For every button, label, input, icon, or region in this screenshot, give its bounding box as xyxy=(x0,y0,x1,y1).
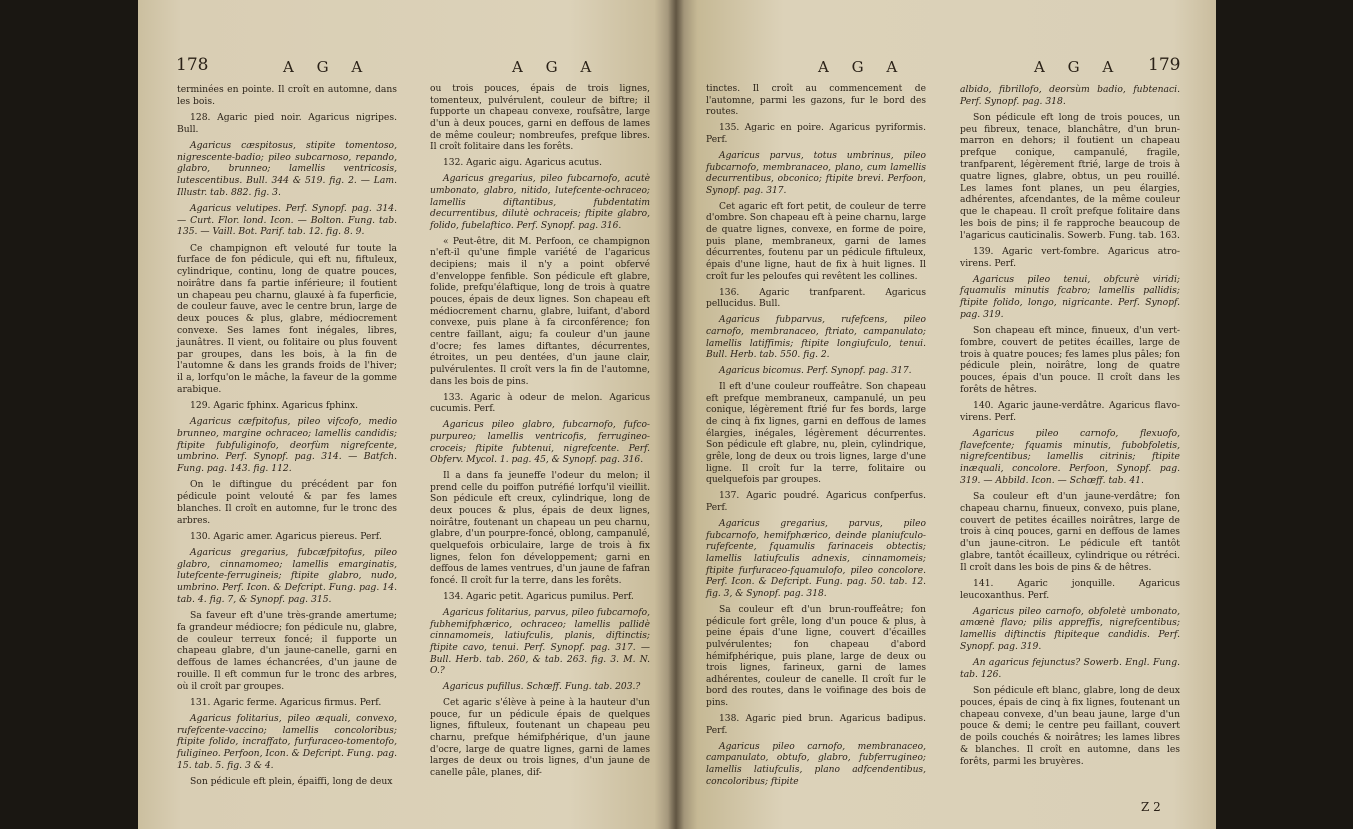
entry-heading: 135. Agaric en poire. Agaricus pyriformis. Perf. xyxy=(706,123,926,145)
running-head-left-2: A G A xyxy=(512,58,601,76)
paragraph: Son pédicule eft blanc, glabre, long de deux pouces, épais de cinq à fix lignes, foutenant un chapeau convexe, d'un beau jaune, large d'un pouce & demi; le centre peu faillant, couvert de poils couchés & noirâtres; les lames libres & blanches. Il croît en automne, dans les forêts, parmi les bruyères. xyxy=(960,684,1180,767)
signature-mark: Z 2 xyxy=(1141,800,1161,814)
paragraph: tinctes. Il croît au commencement de l'automne, parmi les gazons, fur le bord des routes. xyxy=(706,84,926,118)
book-gutter xyxy=(668,0,684,829)
paragraph: « Peut-être, dit M. Perfoon, ce champignon n'eft-il qu'une fimple variété de l'agaricus decipiens; mais il n'y a point obfervé d'enveloppe fenfible. Son pédicule eft glabre, folide, prefqu'élaftique, long de trois à quatre pouces, épais de deux lignes. Son chapeau eft médiocrement charnu, glabre, luifant, d'abord convexe, puis plane à fa circonférence; fon centre faillant, aigu; fa couleur d'un jaune d'ocre; fes lames diftantes, décurrentes, étroites, un peu dentées, d'un jaune clair, pulvérulentes. Il croît vers la fin de l'automne, dans les bois de pins. xyxy=(430,236,650,387)
entry-heading: 141. Agaric jonquille. Agaricus leucoxanthus. Perf. xyxy=(960,577,1180,601)
entry-heading: 130. Agaric amer. Agaricus piereus. Perf. xyxy=(190,530,382,542)
paragraph: On le diftingue du précédent par fon pédicule point velouté & par fes lames blanches. Il croît en automne, fur le tronc des arbres. xyxy=(177,479,397,526)
right-page-column-2 xyxy=(960,84,1180,772)
left-page-column-2 xyxy=(430,84,650,784)
species-description: Agaricus parvus, totus umbrinus, pileo fubcarnofo, membranaceo, plano, cum lamellis decurrentibus, obconico; ftipite brevi. Perfoon, Synopf. pag. 317. xyxy=(706,150,926,196)
paragraph: Il eft d'une couleur rouffeâtre. Son chapeau eft prefque membraneux, campanulé, un peu conique, légèrement ftrié fur fes bords, large de cinq à fix lignes, garni en deffous de lames élargies, inégales, légèrement décurrentes. Son pédicule eft glabre, nu, plein, cylindrique, grêle, long de deux ou trois lignes, large d'une ligne. Il croît fur la terre, folitaire ou quelquefois par groupes. xyxy=(706,382,926,486)
paragraph: Cet agaric s'élève à peine à la hauteur d'un pouce, fur un pédicule épais de quelques lignes, fiftuleux, foutenant un chapeau peu charnu, prefque hémifphérique, d'un jaune d'ocre, large de quatre lignes, garni de lames larges de deux ou trois lignes, d'un jaune de canelle pâle, planes, dif- xyxy=(430,698,650,779)
entry-heading: 131. Agaric ferme. Agaricus firmus. Perf. xyxy=(190,696,382,708)
species-synonym: Agaricus velutipes. Perf. Synopf. pag. 314. — Curt. Flor. lond. Icon. — Bolton. Fung. tab. 135. — Vaill. Bot. Parif. tab. 12. fig. 8. 9. xyxy=(177,202,397,238)
entry-heading: 128. Agaric pied noir. Agaricus nigripes. Bull. xyxy=(177,111,397,135)
right-page xyxy=(676,0,1216,829)
entry-heading: 133. Agaric à odeur de melon. Agaricus cucumis. Perf. xyxy=(430,392,650,415)
entry-heading: 134. Agaric petit. Agaricus pumilus. Perf. xyxy=(443,591,634,602)
entry-heading: 138. Agaric pied brun. Agaricus badipus. Perf. xyxy=(706,714,926,736)
running-head-right-2: A G A xyxy=(1034,58,1123,76)
species-description: Agaricus cæspitosus, stipite tomentoso, nigrescente-badio; pileo subcarnoso, repando, glabro, brunneo; lamellis ventricosis, lutescentibus. Bull. 344 & 519. fig. 2. — Lam. Illustr. tab. 882. fig. 3. xyxy=(177,139,397,198)
paragraph: Il a dans fa jeuneffe l'odeur du melon; il prend celle du poiffon putréfié lorfqu'il vieillit. Son pédicule eft creux, cylindrique, long de deux pouces & plus, épais de deux lignes, noirâtre, foutenant un chapeau un peu charnu, glabre, d'un pourpre-foncé, oblong, campanulé, quelquefois orbiculaire, large de trois à fix lignes, felon fon développement; garni en deffous de lames ventrues, d'un jaune de fafran foncé. Il croît fur la terre, dans les forêts. xyxy=(430,471,650,587)
left-page-column-1 xyxy=(177,84,397,792)
paragraph: Sa faveur eft d'une très-grande amertume; fa grandeur médiocre; fon pédicule nu, glabre, de couleur terreux foncé; il fupporte un chapeau glabre, d'un jaune-canelle, garni en deffous de lames échancrées, d'un jaune de rouille. Il eft commun fur le tronc des arbres, où il croît par groupes. xyxy=(177,610,397,692)
paragraph: Son chapeau eft mince, finueux, d'un vert-fombre, couvert de petites écailles, large de trois à quatre pouces; fes lames plus pâles; fon pédicule plein, noirâtre, long de quatre pouces, épais d'un pouce. Il croît dans les forêts de hêtres. xyxy=(960,325,1180,395)
species-description: Agaricus gregarius, parvus, pileo fubcarnofo, hemifphærico, deinde planiufculo-rufefcente, fquamulis farinaceis obtectis; lamellis latiufculis adnexis, cinnamomeis; ftipite furfuraceo-fquamulofo, pileo concolore. Perf. Icon. & Defcript. Fung. pag. 50. tab. 12. fig. 3, & Synopf. pag. 318. xyxy=(706,518,926,599)
running-head-left-1: A G A xyxy=(283,58,372,76)
species-description: Agaricus fubparvus, rufefcens, pileo carnofo, membranaceo, ftriato, campanulato; lamellis latiffimis; ftipite longiufculo, tenui. Bull. Herb. tab. 550. fig. 2. xyxy=(706,315,926,361)
species-description: Agaricus pileo carnofo, obfoletè umbonato, amœnè flavo; pilis appreffis, nigrefcentibus; lamellis diftinctis ftipiteque candidis. Perf. Synopf. pag. 319. xyxy=(960,605,1180,653)
paragraph: Son pédicule eft plein, épaiffi, long de deux xyxy=(190,776,393,788)
paragraph: terminées en pointe. Il croît en automne, dans les bois. xyxy=(177,84,397,107)
page-number-left: 178 xyxy=(176,55,209,75)
entry-heading: 132. Agaric aigu. Agaricus acutus. xyxy=(443,158,602,169)
species-description: Agaricus cæfpitofus, pileo vifcofo, medio brunneo, margine ochraceo; lamellis candidis; ftipite fubfuliginofo, deorfùm nigrefcente, umbrino. Perf. Synopf. pag. 314. — Batfch. Fung. pag. 143. fig. 112. xyxy=(177,416,397,475)
entry-heading: 139. Agaric vert-fombre. Agaricus atro-virens. Perf. xyxy=(960,245,1180,269)
paragraph: Sa couleur eft d'un brun-rouffeâtre; fon pédicule fort grêle, long d'un pouce & plus, à peine épais d'une ligne, couvert d'écailles pulvérulentes; fon chapeau d'abord hémifphérique, puis plane, large de deux ou trois lignes, farineux, garni de lames adhérentes, couleur de canelle. Il croît fur le bord des routes, dans le voifinage des bois de pins. xyxy=(706,604,926,709)
species-description: Agaricus gregarius, pileo fubcarnofo, acutè umbonato, glabro, nitido, lutefcente-ochraceo; lamellis diftantibus, fubdentatim decurrentibus, dilutè ochraceis; ftipite glabro, folido, fubelaftico. Perf. Synopf. pag. 316. xyxy=(430,174,650,231)
page-number-right: 179 xyxy=(1148,55,1181,75)
running-head-right-1: A G A xyxy=(818,58,907,76)
species-synonym: An agaricus fejunctus? Sowerb. Engl. Fung. tab. 126. xyxy=(960,657,1180,680)
species-description: Agaricus folitarius, parvus, pileo fubcarnofo, fubhemifphærico, ochraceo; lamellis pallidè cinnamomeis, latiufculis, planis, diftinctis; ftipite cavo, tenui. Perf. Synopf. pag. 317. — Bull. Herb. tab. 260, & tab. 263. fig. 3. M. N. O.? xyxy=(430,607,650,677)
right-page-column-1 xyxy=(706,84,926,793)
species-synonym: Agaricus pufillus. Schœff. Fung. tab. 203.? xyxy=(443,682,641,693)
paragraph: Cet agaric eft fort petit, de couleur de terre d'ombre. Son chapeau eft à peine charnu, large de quatre lignes, convexe, en forme de poire, puis plane, membraneux, garni de lames décurrentes, foutenu par un pédicule fiftuleux, épais d'une ligne, haut de fix à huit lignes. Il croît fur les peloufes qui revêtent les collines. xyxy=(706,201,926,282)
paragraph: Son pédicule eft long de trois pouces, un peu fibreux, tenace, blanchâtre, d'un brun-marron en dehors; il foutient un chapeau prefque conique, campanulé, fragile, tranfparent, légèrement ftrié, large de trois à quatre lignes, glabre, obtus, un peu rouillé. Les lames font planes, un peu élargies, adhérentes, afcendantes, de la même couleur que le chapeau. Il croît prefque folitaire dans les bois de pins; il fe rapproche beaucoup de l'agaricus cauticinalis. Sowerb. Fung. tab. 163. xyxy=(960,111,1180,241)
paragraph: Sa couleur eft d'un jaune-verdâtre; fon chapeau charnu, finueux, convexo, puis plane, couvert de petites écailles noirâtres, large de trois à cinq pouces, garni en deffous de lames d'un jaune-citron. Le pédicule eft tantôt glabre, tantôt écailleux, cylindrique ou rétréci. Il croît dans les bois de pins & de hêtres. xyxy=(960,491,1180,573)
entry-heading: 136. Agaric tranfparent. Agaricus pellucidus. Bull. xyxy=(706,287,926,310)
entry-heading: 129. Agaric fphinx. Agaricus fphinx. xyxy=(190,400,359,412)
paragraph: ou trois pouces, épais de trois lignes, tomenteux, pulvérulent, couleur de biftre; il fupporte un chapeau convexe, roufsâtre, large d'un à deux pouces, garni en deffous de lames de même couleur; nombreufes, prefque libres. Il croît folitaire dans les forêts. xyxy=(430,84,650,153)
entry-heading: 140. Agaric jaune-verdâtre. Agaricus flavo-virens. Perf. xyxy=(960,400,1180,423)
species-description: Agaricus folitarius, pileo æquali, convexo, rufefcente-vaccino; lamellis concoloribus; ftipite folido, incraffato, furfuraceo-tomentofo, fuligineo. Perfoon, Icon. & Defcript. Fung. pag. 15. tab. 5. fig. 3 & 4. xyxy=(177,712,397,771)
species-description: Agaricus pileo carnofo, membranaceo, campanulato, obtufo, glabro, fubferrugineo; lamellis latiufculis, plano adfcendentibus, concoloribus; ftipite xyxy=(706,741,926,787)
species-description: Agaricus gregarius, fubcæfpitofus, pileo glabro, cinnamomeo; lamellis emarginatis, lutefcente-ferrugineis; ftipite glabro, nudo, umbrino. Perf. Icon. & Defcript. Fung. pag. 14. tab. 4. fig. 7, & Synopf. pag. 315. xyxy=(177,546,397,605)
entry-heading: 137. Agaric poudré. Agaricus confperfus. Perf. xyxy=(706,491,926,514)
paragraph: Ce champignon eft velouté fur toute la furface de fon pédicule, qui eft nu, fiftuleux, cylindrique, continu, long de quatre pouces, noirâtre dans fa partie inférieure; il foutient un chapeau peu charnu, glauxé à fa fuperficie, de couleur fauve, avec le centre brun, large de deux pouces & plus, glabre, médiocrement convexe. Ses lames font inégales, libres, jaunâtres. Il vient, ou folitaire ou plus fouvent par groupes, dans les bois, à la fin de l'automne & dans les grands froids de l'hiver; il a, lorfqu'on le mâche, la faveur de la gomme arabique. xyxy=(177,242,397,395)
species-synonym: Agaricus bicomus. Perf. Synopf. pag. 317. xyxy=(719,366,912,377)
species-description: Agaricus pileo tenui, obfcurè viridi; fquamulis minutis fcabro; lamellis pallidis; ftipite folido, longo, nigricante. Perf. Synopf. pag. 319. xyxy=(960,273,1180,320)
left-page xyxy=(138,0,676,829)
species-description: albido, fibrillofo, deorsùm badio, fubtenaci. Perf. Synopf. pag. 318. xyxy=(960,84,1180,107)
species-description: Agaricus pileo glabro, fubcarnofo, fufco-purpureo; lamellis ventricofis, ferrugineo-croceis; ftipite fubtenui, nigrefcente. Perf. Obferv. Mycol. 1. pag. 45, & Synopf. pag. 316. xyxy=(430,420,650,466)
species-description: Agaricus pileo carnofo, flexuofo, flavefcente; fquamis minutis, fubobfoletis, nigrefcentibus; lamellis citrinis; ftipite inæquali, concolore. Perfoon, Synopf. pag. 319. — Abbild. Icon. — Schœff. tab. 41. xyxy=(960,427,1180,486)
